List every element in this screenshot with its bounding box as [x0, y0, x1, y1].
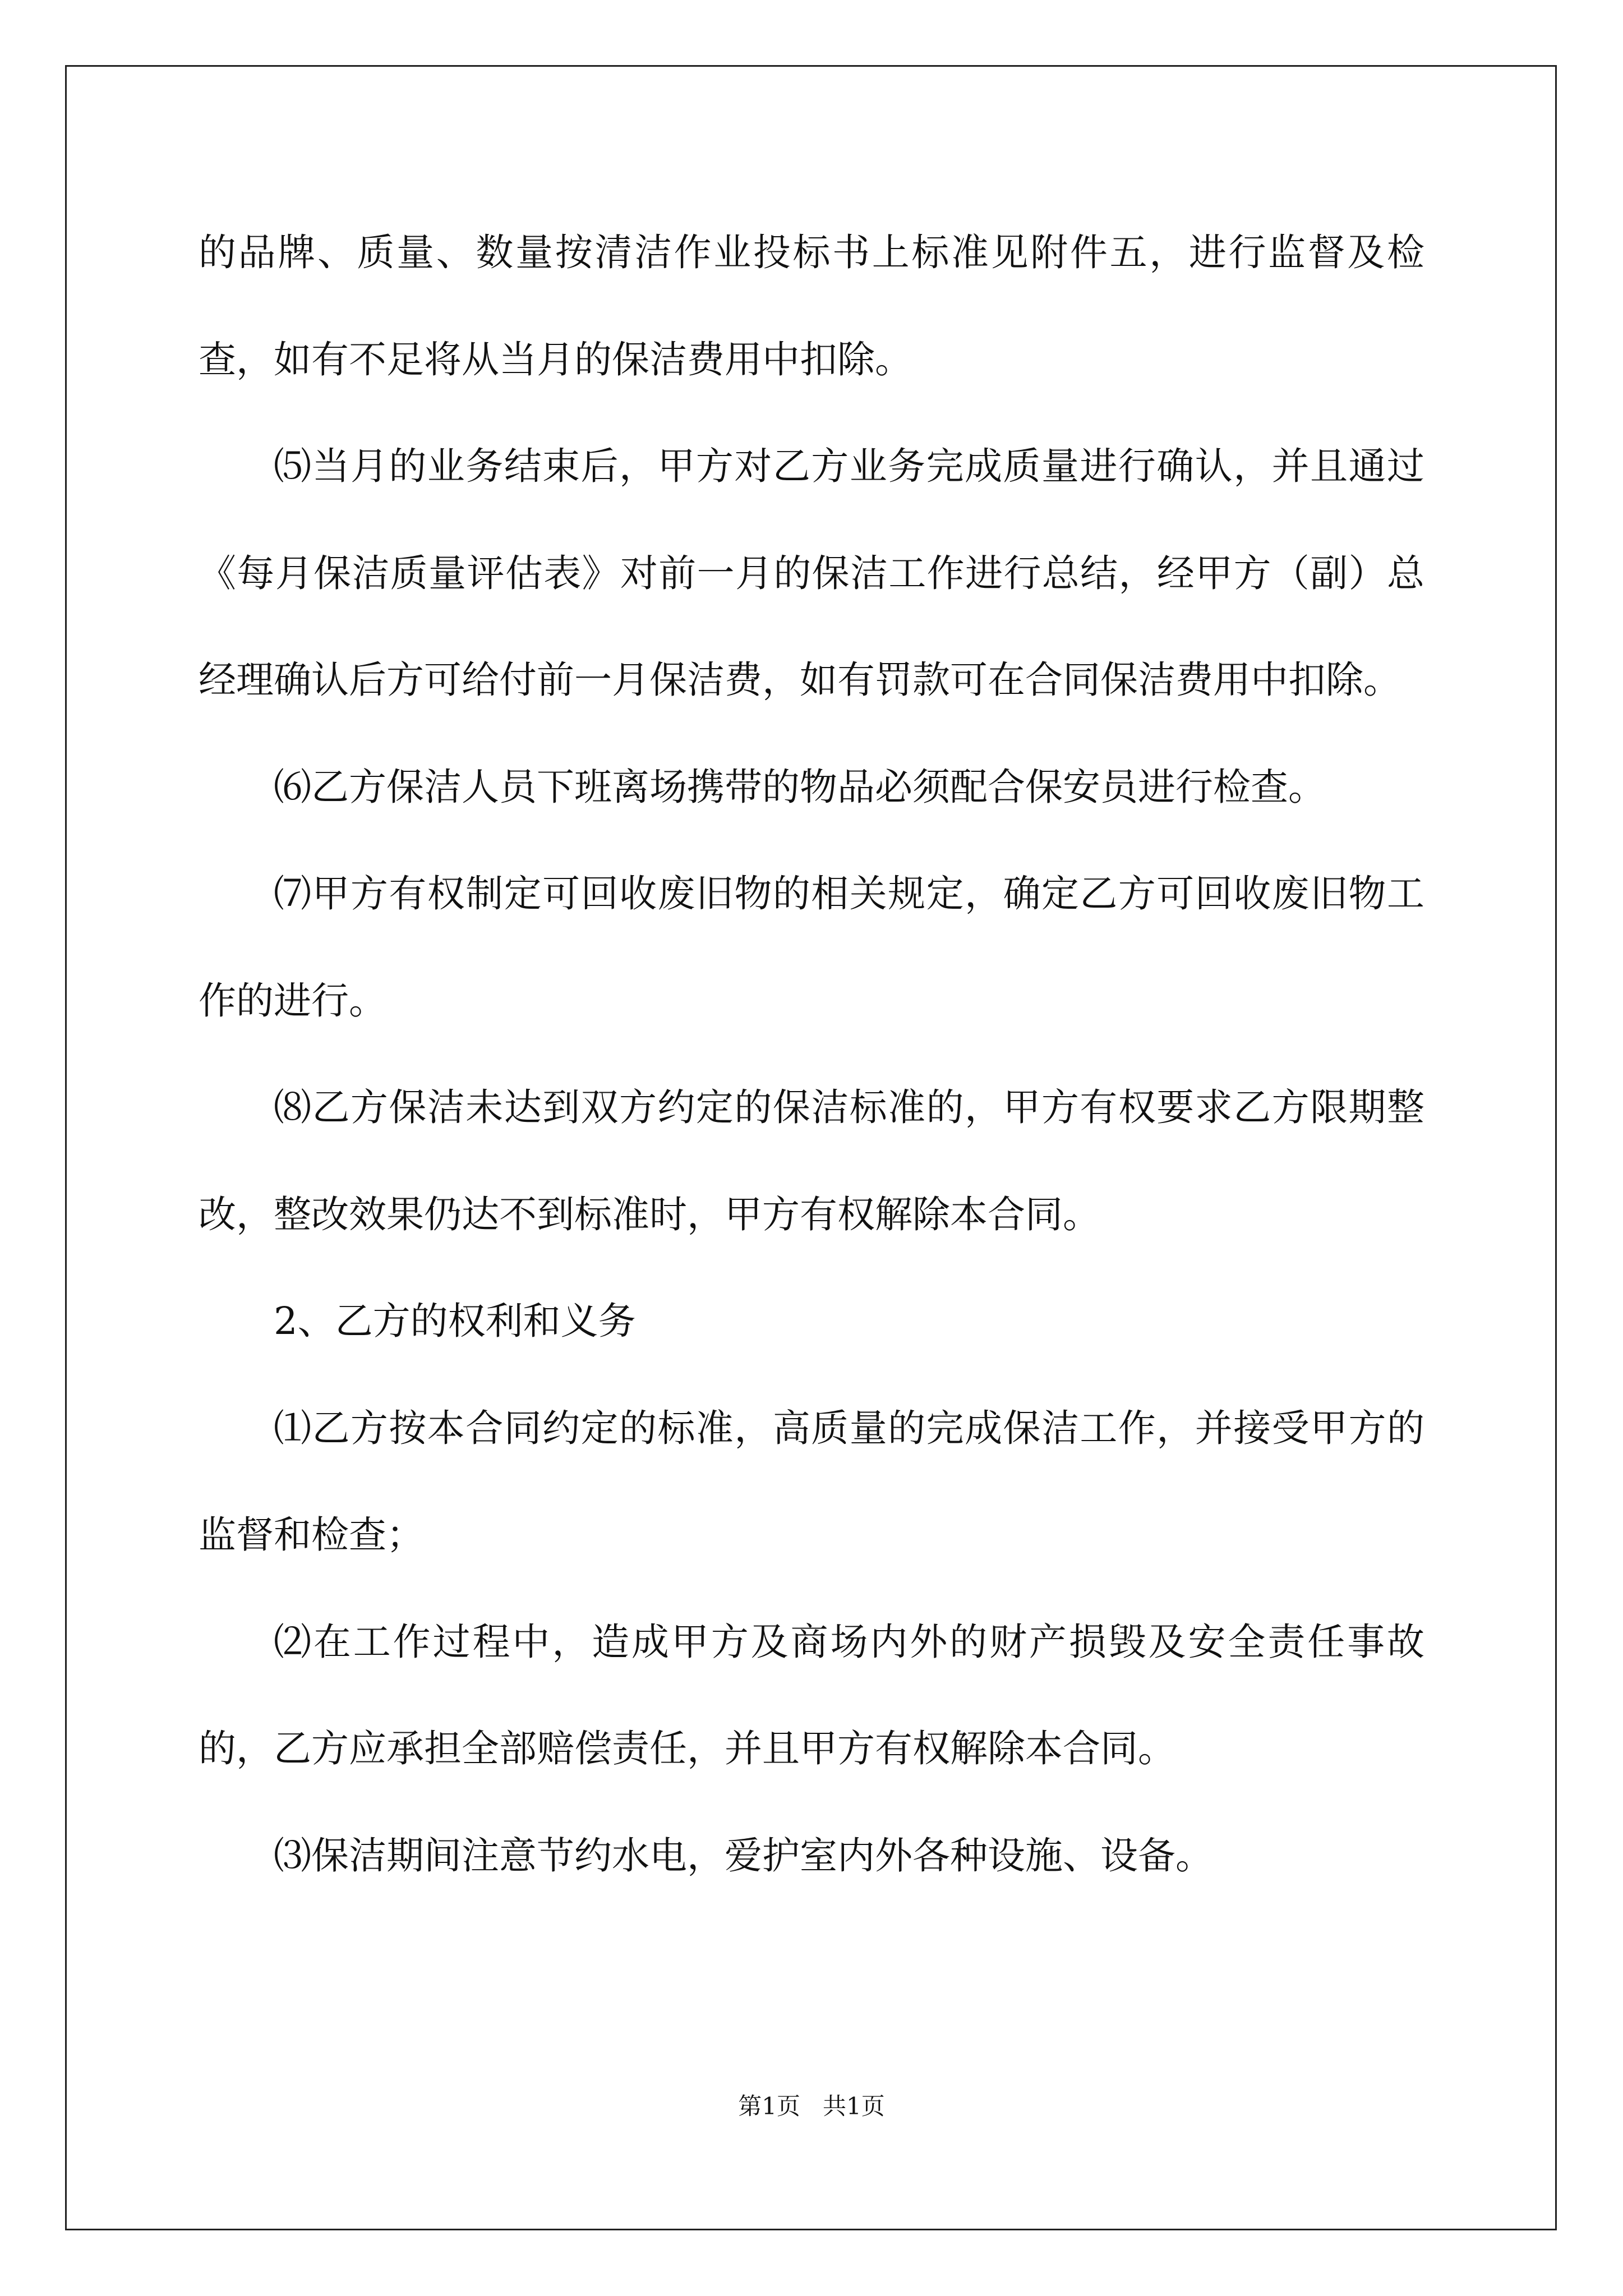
paragraph: ⑻乙方保洁未达到双方约定的保洁标准的，甲方有权要求乙方限期整改，整改效果仍达不到标准时，甲方有权解除本合同。 [199, 1085, 1424, 1236]
paragraph: ⑵在工作过程中，造成甲方及商场内外的财产损毁及安全责任事故的，乙方应承担全部赔偿责任，并且甲方有权解除本合同。 [199, 1619, 1424, 1770]
paragraph: 的品牌、质量、数量按清洁作业投标书上标准见附件五，进行监督及检查，如有不足将从当月的保洁费用中扣除。 [199, 231, 1424, 381]
paragraph: ⑹乙方保洁人员下班离场携带的物品必须配合保安员进行检查。 [274, 765, 1326, 809]
paragraph: ⑸当月的业务结束后，甲方对乙方业务完成质量进行确认，并且通过《每月保洁质量评估表》对前一月的保洁工作进行总结，经甲方（副）总经理确认后方可给付前一月保洁费，如有罚款可在合同保洁费用中扣除。 [199, 444, 1424, 702]
paragraph: ⑶保洁期间注意节约水电，爱护室内外各种设施、设备。 [274, 1833, 1213, 1878]
page-number-footer: 第1页 共1页 [738, 2092, 885, 2120]
paragraph: ⑴乙方按本合同约定的标准，高质量的完成保洁工作，并接受甲方的监督和检查； [199, 1406, 1424, 1557]
document-body [199, 199, 1424, 1909]
paragraph: ⑺甲方有权制定可回收废旧物的相关规定，确定乙方可回收废旧物工作的进行。 [199, 872, 1424, 1023]
section-heading: 2、乙方的权利和义务 [274, 1299, 636, 1343]
